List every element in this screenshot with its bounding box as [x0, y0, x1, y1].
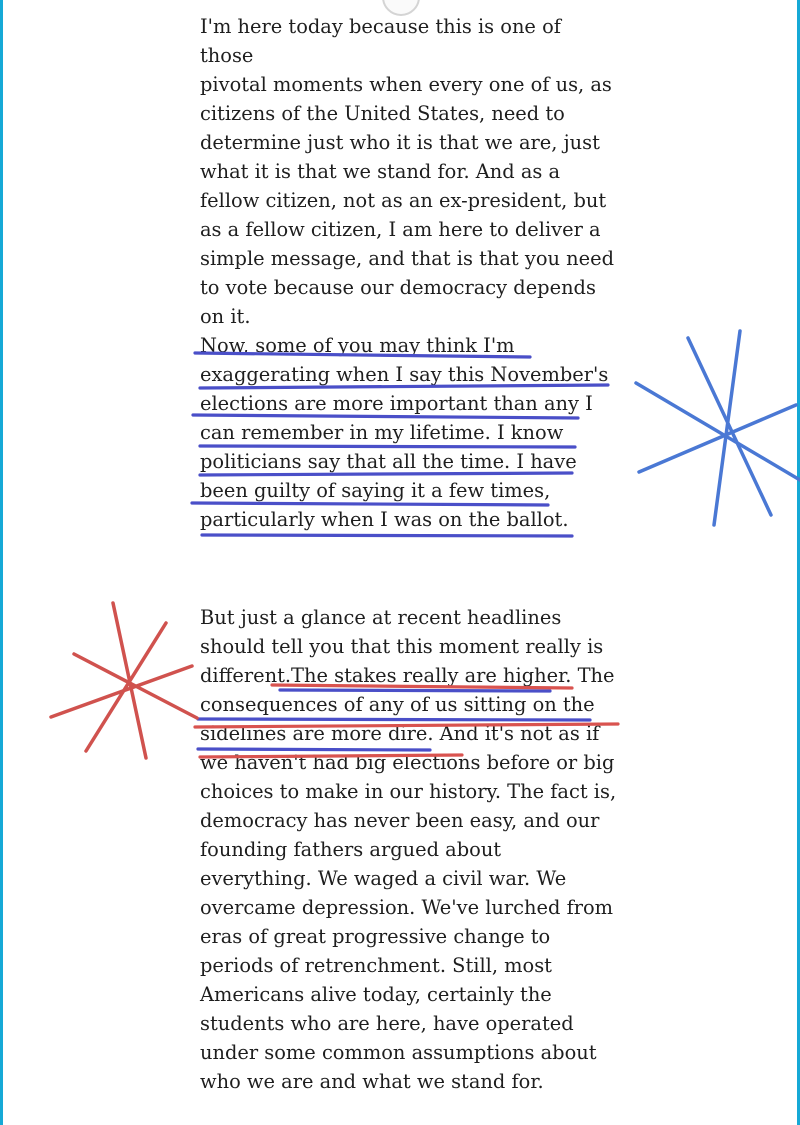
star-stroke — [714, 331, 740, 525]
underline-stroke — [202, 535, 572, 536]
star-stroke — [51, 666, 192, 717]
star-stroke — [86, 623, 166, 751]
red-star-doodle — [51, 603, 197, 758]
star-stroke — [113, 603, 146, 758]
star-stroke — [74, 654, 197, 718]
blue-star-doodle — [636, 331, 800, 525]
paragraph-3: But just a glance at recent headlines should tell you that this moment really is different.The stakes really are higher. The consequences of any of us sitting on the sidelines are more dire. And it's not as if we haven't had big elections before or big choices to make in our history. The fact is, democracy has never been easy, and our founding fathers argued about everything. We waged a civil war. We overcame depression. We've lurched from eras of great progressive change to periods of retrenchment. Still, most Americans alive today, certainly the students who are here, have operated under some common assumptions about who we are and what we stand for. — [200, 606, 617, 1093]
paragraph-2-highlighted: Now, some of you may think I'm exaggerating when I say this November's elections are more important than any I can remember in my lifetime. I know politicians say that all the time. I have been guilty of saying it a few times, particularly when I was on the ballot. — [200, 334, 609, 531]
star-stroke — [636, 383, 800, 480]
paragraph-1: I'm here today because this is one of those pivotal moments when every one of us, as citizens of the United States, need to determine just who it is that we are, just what it is that we stand for. And as a fellow citizen, not as an ex-president, but as a fellow citizen, I am here to deliver a simple message, and that is that you need to vote because our democracy depends on it. — [200, 15, 615, 328]
star-stroke — [639, 405, 796, 472]
star-stroke — [688, 338, 771, 515]
left-frame-border — [0, 0, 3, 1125]
